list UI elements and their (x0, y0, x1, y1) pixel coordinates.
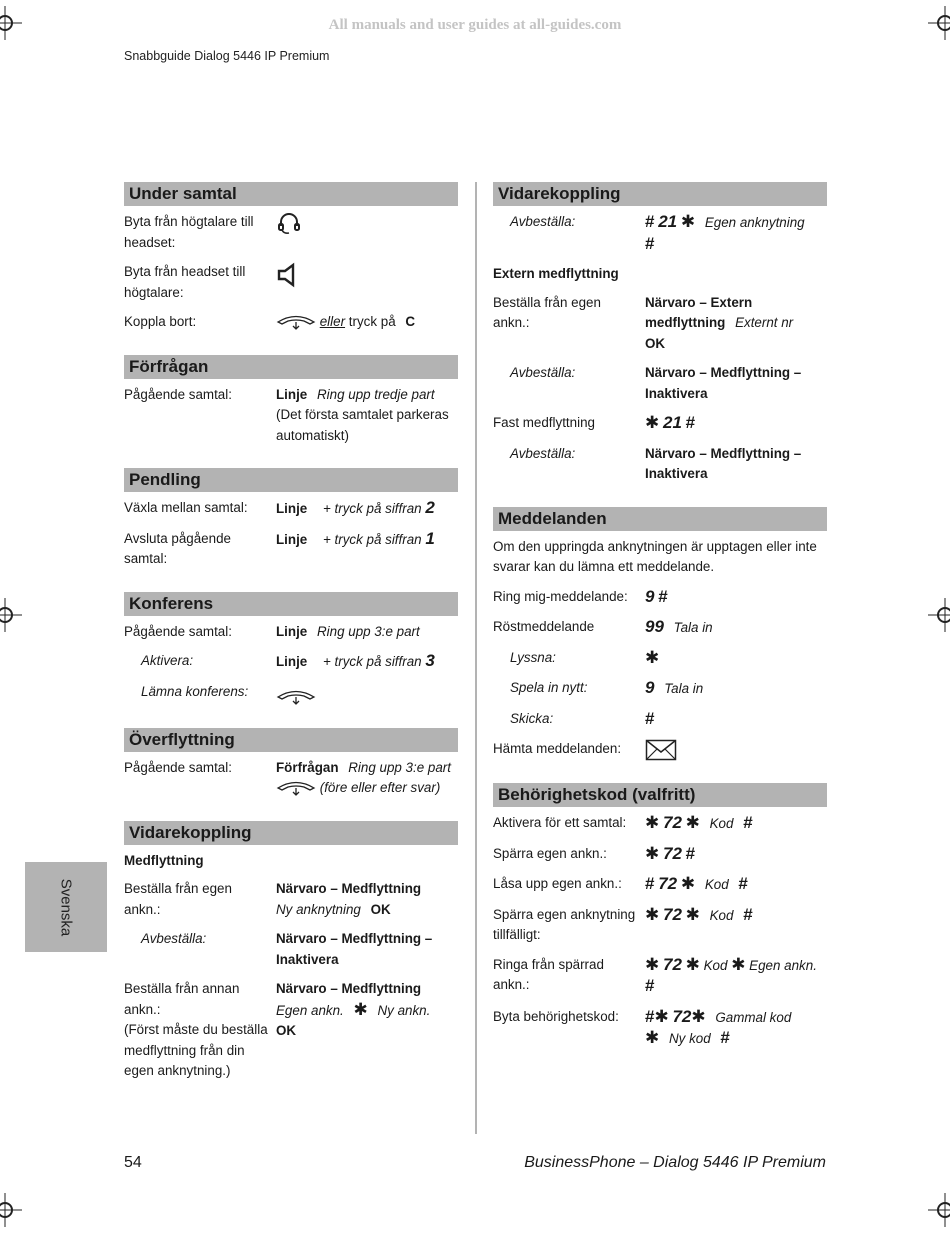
row-label-text: Beställa från annan ankn.: (124, 981, 240, 1017)
note-text: (Först måste du beställa medflyttning från din egen anknytning.) (124, 1022, 268, 1078)
section-meddelanden (493, 507, 827, 762)
code-key: 72 (672, 1006, 692, 1026)
list-item (124, 212, 458, 253)
hash-key: # (685, 843, 696, 863)
star-key: ✱ (645, 813, 660, 832)
list-item (124, 622, 458, 643)
star-key: ✱ (680, 212, 696, 231)
code-key: 21 (658, 212, 678, 231)
row-label: Byta från högtalare till headset: (124, 214, 254, 250)
row-value (645, 587, 827, 609)
code-key: 72 (662, 813, 682, 832)
row-label: Spärra egen ankn.: (493, 845, 607, 861)
list-item (124, 758, 458, 799)
row-label: Koppla bort: (124, 314, 197, 329)
hash-key: # (720, 1028, 730, 1047)
row-label: Spela in nytt: (510, 680, 588, 695)
star-key: ✱ (685, 813, 700, 832)
row-label: Ringa från spärrad ankn.: (493, 956, 604, 992)
running-head: Snabbguide Dialog 5446 IP Premium (124, 49, 330, 63)
tryck-text: tryck på (348, 314, 396, 329)
speaker-icon (276, 262, 302, 288)
star-key: ✱ (731, 954, 746, 974)
row-value (645, 413, 827, 435)
list-item (493, 844, 827, 866)
row-label: Avbeställa: (141, 931, 207, 946)
section-heading: Behörighetskod (valfritt) (493, 783, 827, 807)
language-tab (25, 862, 107, 952)
row-value (645, 813, 827, 835)
star-key: ✱ (645, 904, 660, 924)
registration-mark-icon (0, 1193, 22, 1227)
list-item (124, 979, 458, 1082)
row-label: Fast medflyttning (493, 415, 595, 430)
row-value (645, 905, 827, 946)
instruction-text: Tala in (673, 620, 713, 635)
linje-key: Linje (276, 501, 308, 516)
registration-mark-icon (928, 6, 950, 40)
instruction-text: Ny ankn. (377, 1002, 431, 1018)
star-key: ✱ (645, 954, 660, 974)
row-label (124, 979, 276, 1082)
star-key: ✱ (645, 413, 660, 432)
section-vidarekoppling-extern (493, 182, 827, 485)
list-item (493, 413, 827, 435)
code-key: 72 (662, 904, 682, 924)
section-heading: Överflyttning (124, 728, 458, 752)
registration-mark-icon (928, 1193, 950, 1227)
registration-mark-icon (928, 598, 950, 632)
row-value (276, 385, 458, 447)
hash-key: # (743, 813, 753, 832)
section-behorighetskod (493, 783, 827, 1050)
right-column (493, 182, 827, 1072)
row-value (276, 879, 458, 920)
list-item (124, 262, 458, 303)
narvaro-key: Närvaro – Medflyttning (276, 881, 422, 896)
row-label: Avsluta pågående samtal: (124, 530, 231, 566)
section-vidarekoppling-medflyttning (124, 821, 458, 1082)
list-item (124, 879, 458, 920)
row-value (645, 739, 827, 761)
instruction-text: Externt nr (735, 315, 794, 330)
code-key: 72 (662, 954, 682, 974)
list-item (124, 312, 458, 333)
code-key: 72 (658, 874, 678, 893)
row-label: Ring mig-meddelande: (493, 588, 628, 604)
row-label: Avbeställa: (510, 365, 576, 380)
code-key: 21 (662, 413, 682, 432)
hash-key: # (645, 708, 655, 728)
star-key: ✱ (654, 1006, 669, 1026)
section-konferens (124, 592, 458, 706)
eller-text: eller (319, 314, 346, 329)
digit-key: 99 (645, 617, 664, 636)
instruction-text: Ny kod (668, 1031, 711, 1046)
instruction-text: + tryck på siffran (322, 501, 422, 516)
list-item (493, 648, 827, 670)
linje-key: Linje (276, 386, 308, 402)
list-item (493, 212, 827, 255)
instruction-text: Kod (704, 877, 729, 892)
instruction-text: Kod (709, 816, 734, 831)
star-key: ✱ (645, 1028, 660, 1047)
ok-key: OK (645, 335, 666, 351)
registration-mark-icon (0, 598, 22, 632)
language-tab-label: Svenska (57, 878, 75, 936)
instruction-text: + tryck på siffran (322, 654, 422, 669)
hash-key: # (645, 976, 655, 995)
row-label: Skicka: (510, 710, 554, 726)
row-value (276, 498, 458, 520)
row-label: Lyssna: (510, 649, 556, 665)
subheading: Medflyttning (124, 852, 204, 868)
row-value (645, 678, 827, 700)
row-label: Byta från headset till högtalare: (124, 264, 246, 300)
headset-icon (276, 212, 302, 236)
left-column (124, 182, 458, 1104)
registration-mark-icon (0, 6, 22, 40)
hang-up-icon (276, 688, 316, 706)
instruction-text: + tryck på siffran (322, 531, 422, 547)
row-label: Röstmeddelande (493, 619, 595, 634)
star-key: ✱ (353, 999, 368, 1019)
list-item (124, 929, 458, 970)
hash-key: # (645, 233, 655, 253)
row-label: Aktivera för ett samtal: (493, 815, 627, 830)
star-key: ✱ (691, 1006, 706, 1026)
section-heading: Vidarekoppling (124, 821, 458, 845)
row-value: Närvaro – Medflyttning – Inaktivera (645, 365, 802, 401)
footer-title: BusinessPhone – Dialog 5446 IP Premium (524, 1154, 826, 1171)
forfragan-key: Förfrågan (276, 759, 339, 775)
intro-text: Om den uppringda anknytningen är upptagen eller inte svarar kan du lämna ett meddelande. (493, 538, 817, 574)
row-value (645, 212, 827, 255)
list-item (493, 739, 827, 761)
row-value (645, 709, 827, 731)
star-key: ✱ (645, 647, 660, 667)
subheading: Extern medflyttning (493, 266, 619, 281)
star-key: ✱ (680, 874, 696, 893)
envelope-icon (645, 739, 677, 761)
instruction-text: Gammal kod (715, 1009, 792, 1025)
c-key: C (405, 314, 416, 329)
section-heading: Pendling (124, 468, 458, 492)
row-label: Lämna konferens: (141, 683, 249, 699)
code-key: 72 (662, 843, 682, 863)
list-item (493, 444, 827, 485)
row-value (276, 262, 458, 303)
instruction-text: Tala in (664, 681, 704, 696)
row-value (276, 651, 458, 673)
row-label: Beställa från egen ankn.: (493, 294, 601, 330)
digit-key: 1 (425, 528, 435, 548)
ok-key: OK (370, 901, 391, 917)
row-value (645, 648, 827, 670)
star-key: ✱ (645, 843, 660, 863)
row-value (276, 758, 458, 799)
section-under-samtal (124, 182, 458, 333)
row-value (276, 212, 458, 253)
row-value (645, 1007, 827, 1050)
list-item (493, 955, 827, 998)
digit-key: 9 (645, 586, 655, 606)
row-label: Avbeställa: (510, 445, 576, 461)
narvaro-key: Närvaro – Extern medflyttning (645, 294, 753, 330)
linje-key: Linje (276, 654, 308, 669)
instruction-text: Ring upp 3:e part (316, 623, 420, 639)
list-item (493, 1007, 827, 1050)
star-key: ✱ (685, 904, 700, 924)
list-item (493, 874, 827, 896)
hash-key: # (743, 904, 753, 924)
row-label: Pågående samtal: (124, 759, 232, 775)
row-label: Låsa upp egen ankn.: (493, 876, 622, 891)
row-value (276, 979, 458, 1082)
note-text: (Det första samtalet parkeras automatiskt) (276, 407, 449, 443)
watermark: All manuals and user guides at all-guides.com (328, 17, 622, 33)
row-label: Växla mellan samtal: (124, 500, 248, 515)
hash-key: # (738, 874, 748, 893)
row-value (276, 529, 458, 570)
hash-key: # (645, 874, 655, 893)
section-pendling (124, 468, 458, 570)
ok-key: OK (276, 1023, 297, 1038)
row-value (645, 293, 827, 355)
list-item (493, 293, 827, 355)
hang-up-icon (276, 779, 316, 797)
linje-key: Linje (276, 623, 308, 639)
instruction-text: Ring upp 3:e part (348, 759, 451, 775)
digit-key: 9 (645, 678, 655, 697)
list-item (124, 682, 458, 706)
list-item (493, 678, 827, 700)
row-label: Hämta meddelanden: (493, 741, 622, 756)
row-value (645, 617, 827, 639)
instruction-text: Egen ankn. (749, 957, 817, 973)
row-label: Avbeställa: (510, 214, 576, 229)
row-value: Närvaro – Medflyttning – Inaktivera (645, 445, 802, 481)
narvaro-key: Närvaro – Medflyttning (276, 981, 422, 996)
linje-key: Linje (276, 531, 308, 547)
section-overflyttning (124, 728, 458, 799)
row-value (276, 622, 458, 643)
row-label: Pågående samtal: (124, 386, 232, 402)
row-label: Beställa från egen ankn.: (124, 881, 232, 917)
hash-key: # (685, 413, 696, 432)
instruction-text: Egen ankn. (276, 1002, 344, 1018)
section-heading: Förfrågan (124, 355, 458, 379)
section-heading: Meddelanden (493, 507, 827, 531)
list-item (124, 529, 458, 570)
list-item (124, 385, 458, 447)
hash-key: # (645, 212, 655, 231)
hash-key: # (645, 1006, 655, 1026)
note-text: (före eller efter svar) (319, 780, 441, 795)
page-number: 54 (124, 1154, 142, 1171)
section-heading: Konferens (124, 592, 458, 616)
row-value (645, 874, 827, 896)
list-item (493, 587, 827, 609)
hash-key: # (658, 586, 668, 606)
instruction-text: Egen anknytning (704, 215, 805, 230)
section-heading: Vidarekoppling (493, 182, 827, 206)
digit-key: 3 (425, 651, 435, 670)
row-label: Aktivera: (141, 653, 194, 668)
row-value (645, 844, 827, 866)
column-divider (475, 182, 477, 1134)
list-item (493, 709, 827, 731)
row-value: Närvaro – Medflyttning – Inaktivera (276, 931, 433, 967)
hang-up-icon (276, 313, 316, 331)
list-item (124, 498, 458, 520)
instruction-text: Ring upp tredje part (316, 386, 435, 402)
list-item (493, 363, 827, 404)
row-label: Spärra egen anknytning tillfälligt: (493, 906, 636, 942)
instruction-text: Kod (709, 907, 734, 923)
row-value (276, 312, 458, 333)
row-value (645, 955, 827, 998)
row-label: Byta behörighetskod: (493, 1008, 619, 1024)
row-label: Pågående samtal: (124, 623, 232, 639)
instruction-text: Ny anknytning (276, 901, 361, 917)
list-item (493, 617, 827, 639)
digit-key: 2 (425, 498, 435, 517)
instruction-text: Kod (703, 957, 728, 973)
star-key: ✱ (685, 954, 700, 974)
list-item (493, 905, 827, 946)
list-item (124, 651, 458, 673)
list-item (493, 813, 827, 835)
section-heading: Under samtal (124, 182, 458, 206)
row-value (276, 682, 458, 706)
section-forfragan (124, 355, 458, 447)
